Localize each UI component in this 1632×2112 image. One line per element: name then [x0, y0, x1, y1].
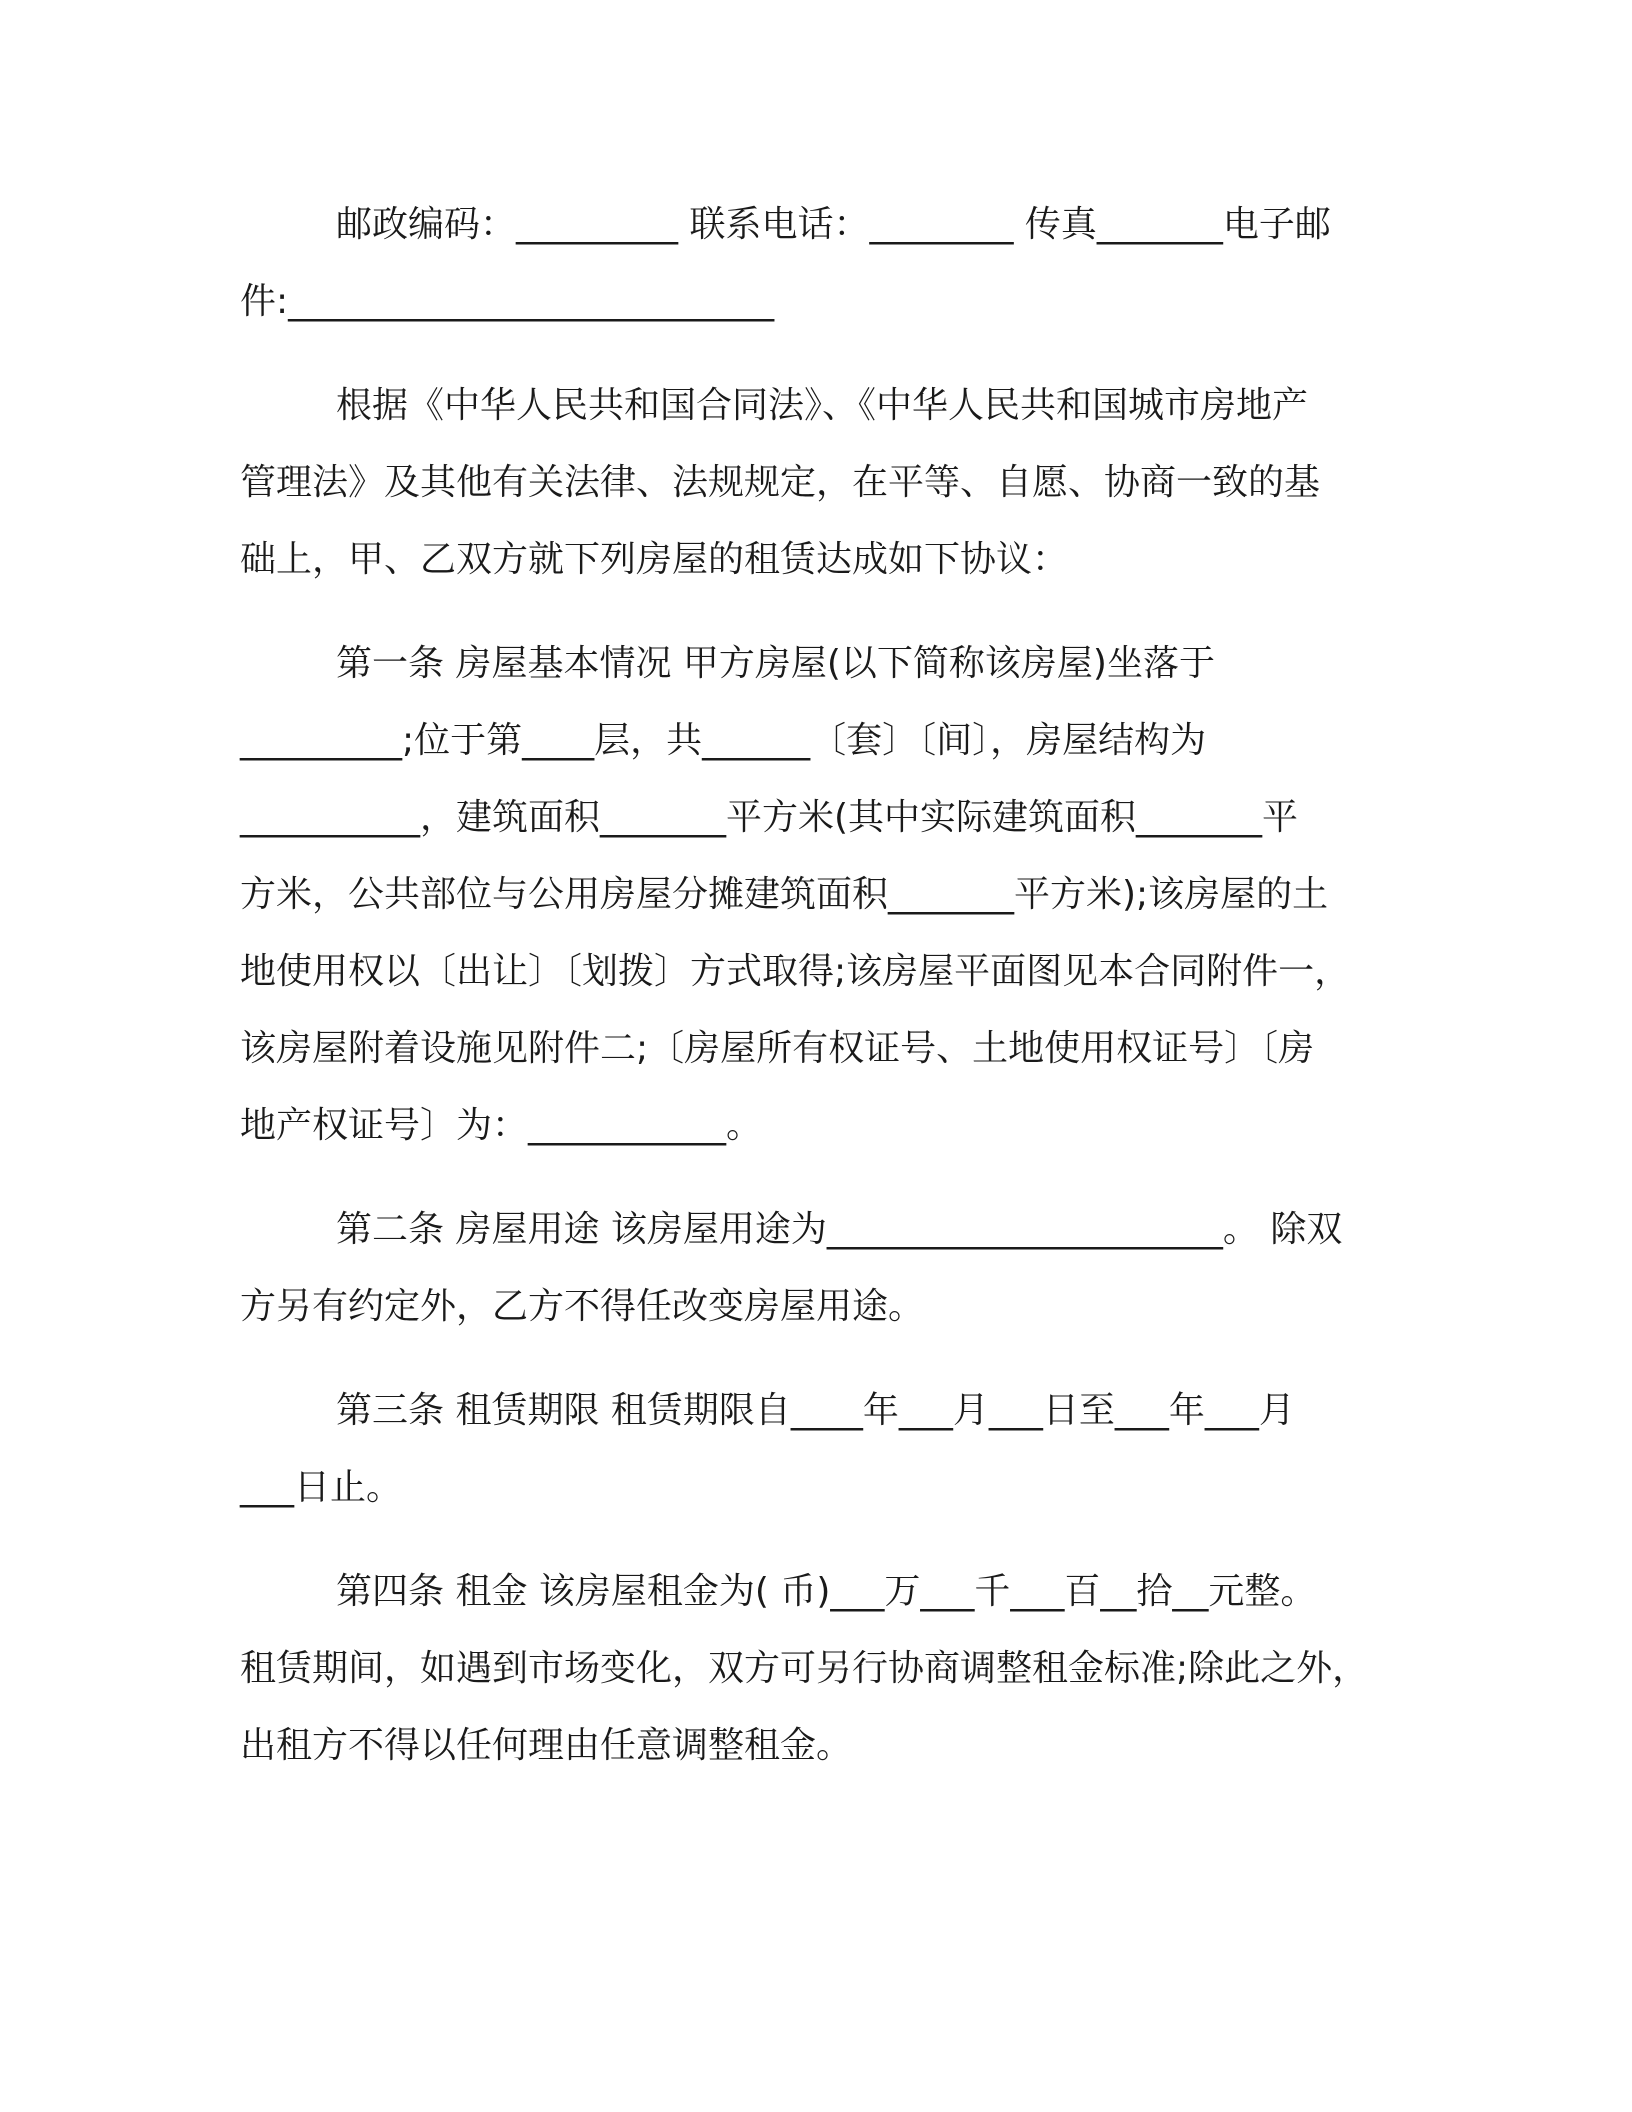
- text-line: 出租方不得以任何理由任意调整租金。: [240, 1725, 853, 1766]
- paragraph-article-3: [240, 1372, 1390, 1526]
- text-line: ___日止。: [240, 1467, 403, 1508]
- text-line: 方另有约定外，乙方不得任改变房屋用途。: [240, 1286, 925, 1327]
- text-line: 邮政编码：_________ 联系电话：________ 传真_______电子邮: [336, 204, 1331, 245]
- text-line: 地使用权以〔出让〕〔划拨〕方式取得;该房屋平面图见本合同附件一，: [240, 951, 1351, 992]
- text-line: 第二条 房屋用途 该房屋用途为______________________。 除双: [336, 1209, 1343, 1250]
- text-line: 方米，公共部位与公用房屋分摊建筑面积_______平方米);该房屋的土: [240, 874, 1329, 915]
- paragraph-contact: [240, 186, 1390, 340]
- paragraph-article-4: [240, 1553, 1390, 1784]
- text-line: _________;位于第____层，共______〔套〕〔间〕，房屋结构为: [240, 720, 1207, 761]
- text-line: 管理法》及其他有关法律、法规规定，在平等、自愿、协商一致的基: [240, 462, 1321, 503]
- text-line: 第三条 租赁期限 租赁期限自____年___月___日至___年___月: [336, 1390, 1295, 1431]
- text-line: 件:___________________________: [240, 281, 775, 322]
- text-line: 根据《中华人民共和国合同法》、《中华人民共和国城市房地产: [336, 385, 1309, 426]
- text-line: 础上，甲、乙双方就下列房屋的租赁达成如下协议：: [240, 539, 1069, 580]
- paragraph-preamble: [240, 367, 1390, 598]
- text-line: 该房屋附着设施见附件二;〔房屋所有权证号、土地使用权证号〕〔房: [240, 1028, 1315, 1069]
- text-line: 第四条 租金 该房屋租金为( 币)___万___千___百__拾__元整。: [336, 1571, 1317, 1612]
- document-body: [240, 186, 1390, 1811]
- text-line: 第一条 房屋基本情况 甲方房屋(以下简称该房屋)坐落于: [336, 643, 1215, 684]
- text-line: __________，建筑面积_______平方米(其中实际建筑面积_______平: [240, 797, 1299, 838]
- text-line: 地产权证号〕为：___________。: [240, 1105, 763, 1146]
- text-line: 租赁期间，如遇到市场变化，双方可另行协商调整租金标准;除此之外，: [240, 1648, 1369, 1689]
- paragraph-article-2: [240, 1191, 1390, 1345]
- paragraph-article-1: [240, 625, 1390, 1164]
